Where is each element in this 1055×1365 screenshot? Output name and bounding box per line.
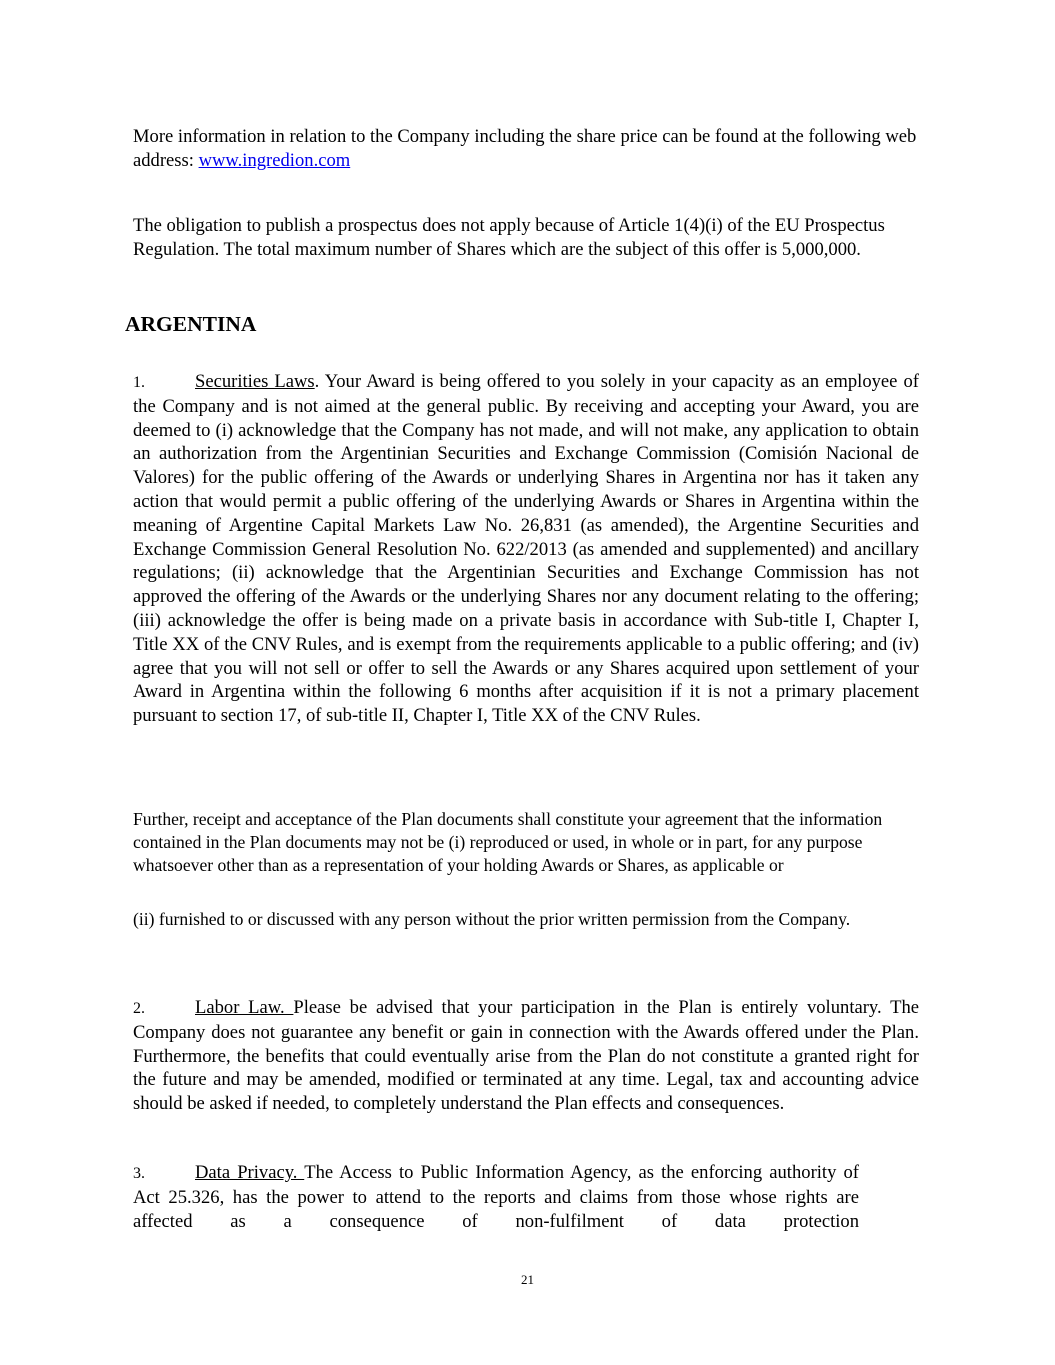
section-heading-argentina: ARGENTINA — [125, 312, 257, 336]
intro-text: More information in relation to the Company including the share price can be found at the following web address: — [133, 126, 917, 171]
further-paragraph-part-b: (ii) furnished to or discussed with any person without the prior written permission from the Company. — [133, 909, 851, 929]
item-data-privacy — [133, 1161, 859, 1233]
item-labor-law — [133, 996, 919, 1116]
item-title: Labor Law. — [195, 997, 294, 1018]
item-number: 1. — [133, 374, 145, 391]
intro-paragraph — [133, 125, 919, 173]
item-number: 2. — [133, 1000, 145, 1017]
page-number: 21 — [521, 1272, 534, 1287]
item-title: Securities Laws — [195, 371, 315, 392]
company-website-link[interactable]: www.ingredion.com — [198, 149, 351, 171]
item-body: . Your Award is being offered to you solely in your capacity as an employee of the Company and is not aimed at the general public. By receiving and accepting your Award, you are deemed to (i) acknowledge that the Company has not made, and will not make, any application to obtain an authorization from the Argentinian Securities and Exchange Commission (Comisión Nacional de Valores) for the public offering of the Awards or underlying Shares in Argentina nor has it taken any action that would permit a public offering of the underlying Awards or Shares in Argentina within the meaning of Argentine Capital Markets Law No. 26,831 (as amended), the Argentine Securities and Exchange Commission General Resolution No. 622/2013 (as amended and supplemented) and ancillary regulations; (ii) acknowledge that the Argentinian Securities and Exchange Commission has not approved the offering of the Awards or the underlying Shares nor any document relating to the offering; (iii) acknowledge the offer is being made on a private basis in accordance with Sub-title I, Chapter I, Title XX of the CNV Rules, and is exempt from the requirements applicable to a public offering; and (iv) agree that you will not sell or offer to sell the Awards or any Shares acquired upon settlement of your Award in Argentina within the following 6 months after acquisition if it is not a primary placement pursuant to section 17, of sub-title II, Chapter I, Title XX of the CNV Rules. — [133, 371, 919, 727]
item-title: Data Privacy. — [195, 1162, 305, 1183]
item-number: 3. — [133, 1165, 145, 1182]
item-body: The Access to Public Information Agency, as the enforcing authority of Act 25.326, has the power to attend to the reports and claims from those whose rights are affected as a consequence of non-fulfilment of data protection — [133, 1162, 859, 1232]
item-body: Please be advised that your participation in the Plan is entirely voluntary. The Company does not guarantee any benefit or gain in connection with the Awards offered under the Plan. Furthermore, the benefits that could eventually arise from the Plan do not constitute a granted right for the future and may be amended, modified or terminated at any time. Legal, tax and accounting advice should be asked if needed, to completely understand the Plan effects and consequences. — [133, 997, 919, 1115]
prospectus-paragraph: The obligation to publish a prospectus does not apply because of Article 1(4)(i) of the EU Prospectus Regulation. The total maximum number of Shares which are the subject of this offer is 5,000,000. — [133, 215, 885, 260]
item-securities-laws — [133, 370, 919, 728]
further-paragraph-part-a: Further, receipt and acceptance of the Plan documents shall constitute your agreement that the information contained in the Plan documents may not be (i) reproduced or used, in whole or in part, for any purpose whatsoever other than as a representation of your holding Awards or Shares, as applicable or — [133, 809, 883, 876]
